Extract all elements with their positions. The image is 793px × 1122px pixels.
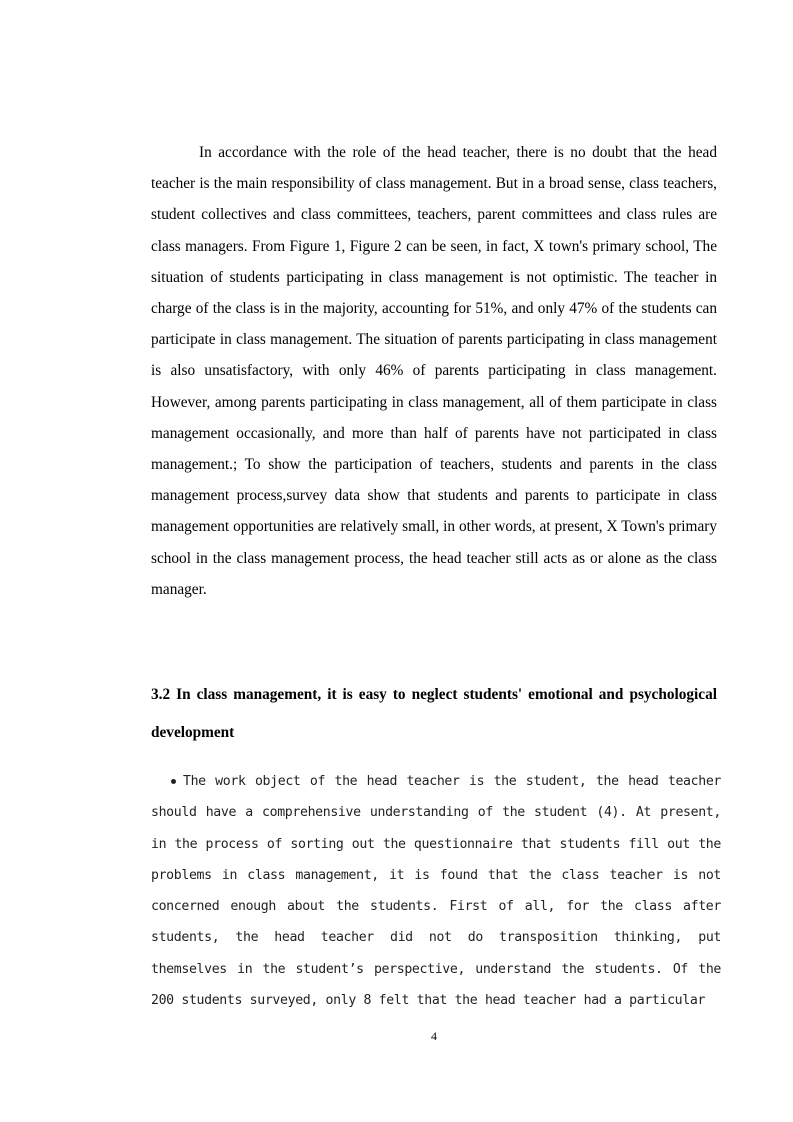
bullet-list — [151, 766, 721, 1016]
bullet-text: The work object of the head teacher is the student, the head teacher should have a comprehensive understanding of the student (4). At present, in the process of sorting out the questionnaire that students fill out the problems in class management, it is found that the class teacher is not concerned enough about the students. First of all, for the class after students, the head teacher did not do transposition thinking, put themselves in the student’s perspective, understand the students. Of the 200 students surveyed, only 8 felt that the head teacher had a particular — [151, 774, 721, 1009]
section-heading: 3.2 In class management, it is easy to neglect students' emotional and psychological development — [151, 686, 717, 741]
body-paragraph: In accordance with the role of the head teacher, there is no doubt that the head teacher is the main responsibility of class management. But in a broad sense, class teachers, student collectives and class committees, teachers, parent committees and class rules are class managers. From Figure 1, Figure 2 can be seen, in fact, X town's primary school, The situation of students participating in class management is not optimistic. The teacher in charge of the class is in the majority, accounting for 51%, and only 47% of the students can participate in class management. The situation of parents participating in class management is also unsatisfactory, with only 46% of parents participating in class management. However, among parents participating in class management, all of them participate in class management occasionally, and more than half of parents have not participated in class management.; To show the participation of teachers, students and parents in the class management process,survey data show that students and parents to participate in class management opportunities are relatively small, in other words, at present, X Town's primary school in the class management process, the head teacher still acts as or alone as the class manager. — [151, 144, 717, 598]
bullet-dot-icon — [171, 779, 176, 784]
page-number: 4 — [431, 1029, 437, 1043]
list-item — [151, 766, 721, 1016]
